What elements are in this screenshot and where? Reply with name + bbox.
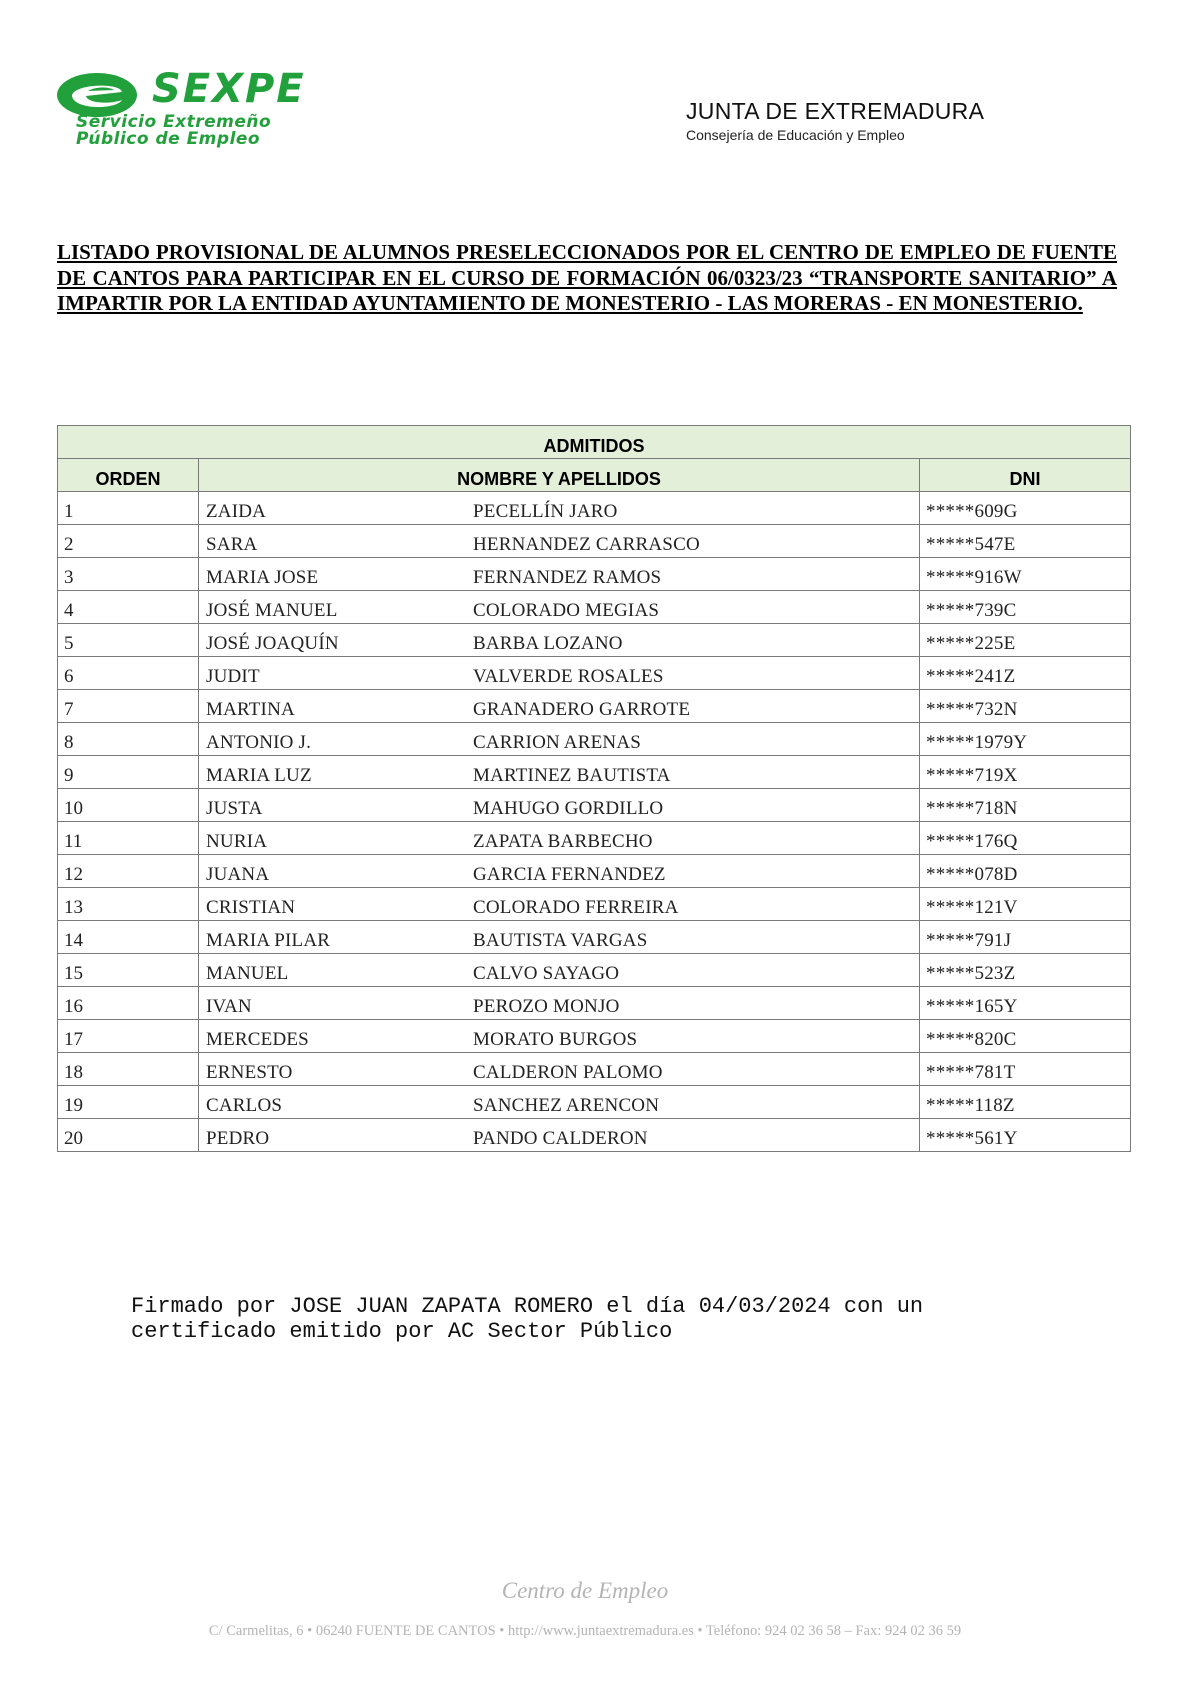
- nombre-text: JUDIT: [206, 666, 260, 687]
- table-row: [58, 921, 1131, 954]
- nombre-apellidos-cell: [199, 1086, 920, 1119]
- orden-cell: 13: [58, 888, 199, 921]
- apellidos-text: MAHUGO GORDILLO: [473, 798, 664, 819]
- admitidos-table: [57, 425, 1131, 1152]
- dni-cell: *****916W: [920, 558, 1131, 591]
- nombre-text: ERNESTO: [206, 1062, 293, 1083]
- nombre-apellidos-cell: [199, 789, 920, 822]
- apellidos-text: FERNANDEZ RAMOS: [473, 567, 662, 588]
- table-row: [58, 591, 1131, 624]
- dni-cell: *****739C: [920, 591, 1131, 624]
- nombre-apellidos-cell: [199, 492, 920, 525]
- nombre-text: MARIA JOSE: [206, 567, 319, 588]
- document-title: LISTADO PROVISIONAL DE ALUMNOS PRESELECCIONADOS POR EL CENTRO DE EMPLEO DE FUENTE DE CANTOS PARA PARTICIPAR EN EL CURSO DE FORMACIÓN 06/0323/23 “TRANSPORTE SANITARIO” A IMPARTIR POR LA ENTIDAD AYUNTAMIENTO DE MONESTERIO - LAS MORERAS - EN MONESTERIO.: [57, 240, 1117, 315]
- orden-cell: 11: [58, 822, 199, 855]
- nombre-text: SARA: [206, 534, 258, 555]
- nombre-text: JUSTA: [206, 798, 263, 819]
- orden-cell: 20: [58, 1119, 199, 1152]
- apellidos-text: GARCIA FERNANDEZ: [473, 864, 666, 885]
- nombre-text: CARLOS: [206, 1095, 283, 1116]
- orden-cell: 19: [58, 1086, 199, 1119]
- table-row: [58, 954, 1131, 987]
- junta-logo: [686, 98, 984, 143]
- nombre-apellidos-cell: [199, 822, 920, 855]
- nombre-text: MARIA LUZ: [206, 765, 312, 786]
- nombre-apellidos-cell: [199, 987, 920, 1020]
- dni-cell: *****791J: [920, 921, 1131, 954]
- column-header-dni: DNI: [920, 459, 1131, 492]
- orden-cell: 1: [58, 492, 199, 525]
- dni-cell: *****719X: [920, 756, 1131, 789]
- nombre-apellidos-cell: [199, 888, 920, 921]
- dni-cell: *****561Y: [920, 1119, 1131, 1152]
- apellidos-text: HERNANDEZ CARRASCO: [473, 534, 700, 555]
- dni-cell: *****121V: [920, 888, 1131, 921]
- dni-cell: *****609G: [920, 492, 1131, 525]
- nombre-apellidos-cell: [199, 558, 920, 591]
- orden-cell: 6: [58, 657, 199, 690]
- table-row: [58, 987, 1131, 1020]
- apellidos-text: CALVO SAYAGO: [473, 963, 620, 984]
- orden-cell: 7: [58, 690, 199, 723]
- apellidos-text: CARRION ARENAS: [473, 732, 642, 753]
- nombre-apellidos-cell: [199, 855, 920, 888]
- sexpe-wordmark: SEXPE: [152, 66, 306, 112]
- apellidos-text: MARTINEZ BAUTISTA: [473, 765, 671, 786]
- orden-cell: 9: [58, 756, 199, 789]
- junta-title: JUNTA DE EXTREMADURA: [686, 98, 985, 124]
- dni-cell: *****732N: [920, 690, 1131, 723]
- orden-cell: 15: [58, 954, 199, 987]
- nombre-text: JOSÉ JOAQUÍN: [206, 633, 339, 654]
- orden-cell: 17: [58, 1020, 199, 1053]
- dni-cell: *****781T: [920, 1053, 1131, 1086]
- nombre-text: MANUEL: [206, 963, 289, 984]
- apellidos-text: BAUTISTA VARGAS: [473, 930, 648, 951]
- table-row: [58, 1086, 1131, 1119]
- nombre-text: NURIA: [206, 831, 268, 852]
- dni-cell: *****165Y: [920, 987, 1131, 1020]
- column-header-orden: ORDEN: [58, 459, 199, 492]
- column-header-nombre: NOMBRE Y APELLIDOS: [199, 459, 920, 492]
- dni-cell: *****225E: [920, 624, 1131, 657]
- table-row: [58, 690, 1131, 723]
- dni-cell: *****523Z: [920, 954, 1131, 987]
- nombre-apellidos-cell: [199, 690, 920, 723]
- nombre-apellidos-cell: [199, 756, 920, 789]
- apellidos-text: GRANADERO GARROTE: [473, 699, 691, 720]
- nombre-text: MARIA PILAR: [206, 930, 331, 951]
- orden-cell: 3: [58, 558, 199, 591]
- dni-cell: *****241Z: [920, 657, 1131, 690]
- apellidos-text: PANDO CALDERON: [473, 1128, 648, 1149]
- nombre-apellidos-cell: [199, 723, 920, 756]
- table-row: [58, 657, 1131, 690]
- digital-signature-text: Firmado por JOSE JUAN ZAPATA ROMERO el día 04/03/2024 con un certificado emitido por AC Sector Público: [131, 1294, 924, 1344]
- orden-cell: 5: [58, 624, 199, 657]
- dni-cell: *****1979Y: [920, 723, 1131, 756]
- dni-cell: *****820C: [920, 1020, 1131, 1053]
- sexpe-logo: [56, 66, 356, 152]
- table-row: [58, 1020, 1131, 1053]
- nombre-text: IVAN: [206, 996, 252, 1017]
- nombre-apellidos-cell: [199, 921, 920, 954]
- nombre-text: MARTINA: [206, 699, 295, 720]
- dni-cell: *****547E: [920, 525, 1131, 558]
- orden-cell: 2: [58, 525, 199, 558]
- section-header-admitidos: ADMITIDOS: [58, 426, 1131, 459]
- orden-cell: 16: [58, 987, 199, 1020]
- nombre-apellidos-cell: [199, 1119, 920, 1152]
- orden-cell: 4: [58, 591, 199, 624]
- table-row: [58, 1119, 1131, 1152]
- orden-cell: 18: [58, 1053, 199, 1086]
- orden-cell: 14: [58, 921, 199, 954]
- orden-cell: 8: [58, 723, 199, 756]
- nombre-text: ZAIDA: [206, 501, 267, 522]
- junta-subtitle: Consejería de Educación y Empleo: [686, 127, 905, 143]
- nombre-apellidos-cell: [199, 1020, 920, 1053]
- table-row: [58, 888, 1131, 921]
- footer-title: Centro de Empleo: [501, 1578, 669, 1603]
- table-row: [58, 525, 1131, 558]
- nombre-apellidos-cell: [199, 525, 920, 558]
- dni-cell: *****718N: [920, 789, 1131, 822]
- dni-cell: *****118Z: [920, 1086, 1131, 1119]
- orden-cell: 12: [58, 855, 199, 888]
- table-row: [58, 756, 1131, 789]
- apellidos-text: VALVERDE ROSALES: [473, 666, 664, 687]
- nombre-text: PEDRO: [206, 1128, 270, 1149]
- apellidos-text: PECELLÍN JARO: [473, 501, 618, 522]
- nombre-apellidos-cell: [199, 954, 920, 987]
- table-row: [58, 492, 1131, 525]
- table-row: [58, 723, 1131, 756]
- orden-cell: 10: [58, 789, 199, 822]
- table-body: [58, 492, 1131, 1152]
- nombre-apellidos-cell: [199, 657, 920, 690]
- nombre-text: MERCEDES: [206, 1029, 309, 1050]
- nombre-apellidos-cell: [199, 1053, 920, 1086]
- table-row: [58, 822, 1131, 855]
- table-row: [58, 1053, 1131, 1086]
- nombre-text: CRISTIAN: [206, 897, 296, 918]
- dni-cell: *****176Q: [920, 822, 1131, 855]
- footer-address: C/ Carmelitas, 6 • 06240 FUENTE DE CANTOS • http://www.juntaextremadura.es • Teléfono: 924 02 36 58 – Fax: 924 02 36 59: [208, 1623, 962, 1639]
- table-row: [58, 789, 1131, 822]
- apellidos-text: ZAPATA BARBECHO: [473, 831, 653, 852]
- nombre-text: JOSÉ MANUEL: [206, 600, 338, 621]
- sexpe-tagline-line-1: Servicio Extremeño: [76, 112, 272, 132]
- apellidos-text: SANCHEZ ARENCON: [473, 1095, 660, 1116]
- apellidos-text: COLORADO MEGIAS: [473, 600, 660, 621]
- nombre-apellidos-cell: [199, 624, 920, 657]
- apellidos-text: CALDERON PALOMO: [473, 1062, 663, 1083]
- nombre-apellidos-cell: [199, 591, 920, 624]
- table-row: [58, 624, 1131, 657]
- apellidos-text: BARBA LOZANO: [473, 633, 623, 654]
- apellidos-text: COLORADO FERREIRA: [473, 897, 679, 918]
- apellidos-text: PEROZO MONJO: [473, 996, 620, 1017]
- apellidos-text: MORATO BURGOS: [473, 1029, 638, 1050]
- nombre-text: ANTONIO J.: [206, 732, 312, 753]
- dni-cell: *****078D: [920, 855, 1131, 888]
- table-row: [58, 855, 1131, 888]
- sexpe-tagline-line-2: Público de Empleo: [76, 129, 261, 149]
- table-row: [58, 558, 1131, 591]
- nombre-text: JUANA: [206, 864, 270, 885]
